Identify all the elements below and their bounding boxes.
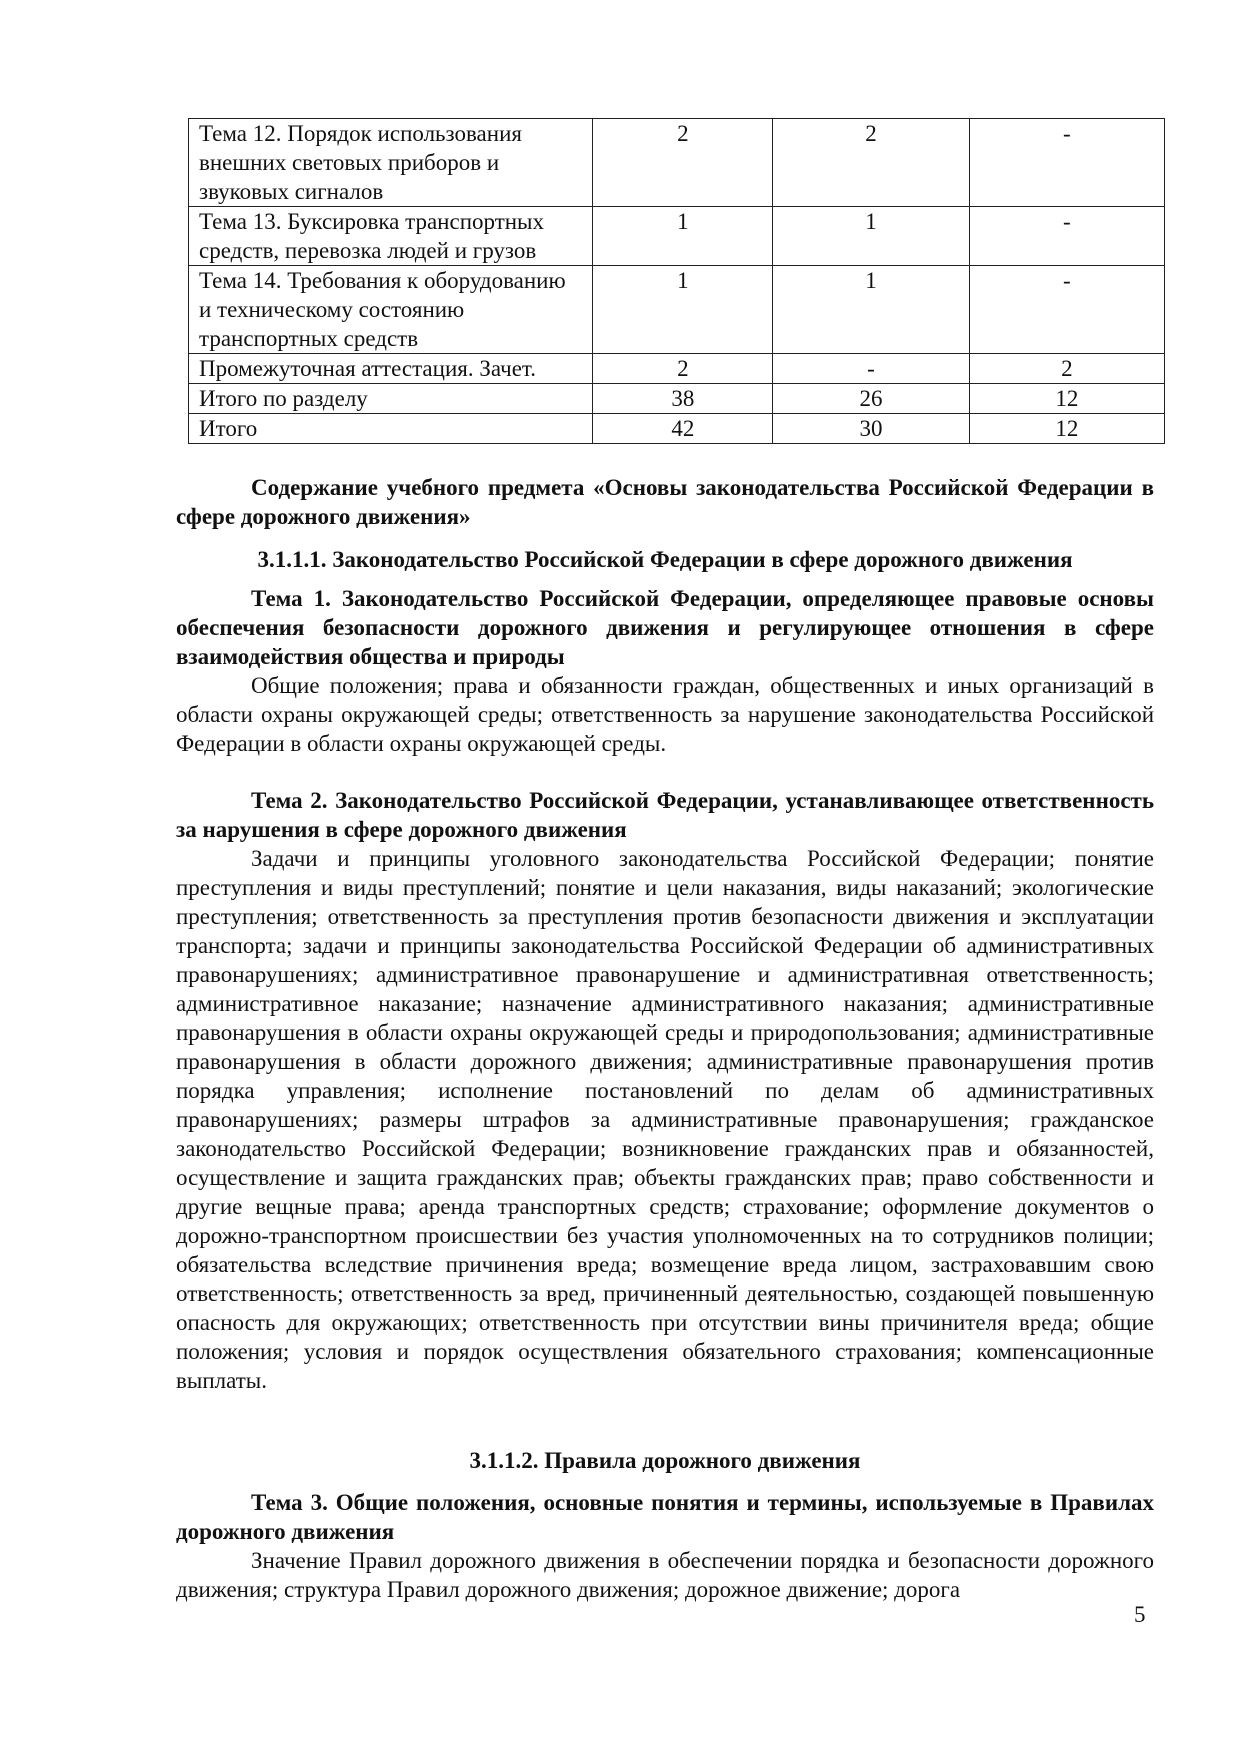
topic-cell: Тема 14. Требования к оборудованию и техническому состоянию транспортных средств — [189, 266, 593, 354]
total-hours-cell: 1 — [593, 266, 773, 354]
practice-hours-cell: - — [969, 119, 1164, 207]
topic1-block — [176, 584, 1154, 758]
topic-cell: Промежуточная аттестация. Зачет. — [189, 354, 593, 384]
topic-cell: Итого — [189, 414, 593, 444]
table-row — [189, 414, 1165, 444]
topic-heading: Тема 2. Законодательство Российской Федерации, устанавливающее ответственность за нарушения в сфере дорожного движения — [176, 788, 1154, 842]
practice-hours-cell: 12 — [969, 384, 1164, 414]
theory-hours-cell: 2 — [773, 119, 969, 207]
topic3-block — [176, 1488, 1154, 1604]
section-heading: 3.1.1.1. Законодательство Российской Федерации в сфере дорожного движения — [257, 547, 1073, 572]
total-hours-cell: 42 — [593, 414, 773, 444]
table-row — [189, 354, 1165, 384]
section1-block — [176, 545, 1154, 574]
topic-cell: Тема 13. Буксировка транспортных средств, перевозка людей и грузов — [189, 207, 593, 266]
practice-hours-cell: - — [969, 207, 1164, 266]
content-title: Содержание учебного предмета «Основы законодательства Российской Федерации в сфере дорожного движения» — [176, 475, 1154, 529]
content-block — [176, 473, 1154, 531]
hours-table — [188, 118, 1165, 444]
topic-body: Задачи и принципы уголовного законодательства Российской Федерации; понятие преступления и виды преступлений; понятие и цели наказания, виды наказаний; экологические преступления; ответственность за преступления против безопасности движения и эксплуатации транспорта; задачи и принципы законодательства Российской Федерации об административных правонарушениях; административное правонарушение и административная ответственность; административное наказание; назначение административного наказания; административные правонарушения в области охраны окружающей среды и природопользования; административные правонарушения в области дорожного движения; административные правонарушения против порядка управления; исполнение постановлений по делам об административных правонарушениях; размеры штрафов за административные правонарушения; гражданское законодательство Российской Федерации; возникновение гражданских прав и обязанностей, осуществление и защита гражданских прав; объекты гражданских прав; право собственности и другие вещные права; аренда транспортных средств; страхование; оформление документов о дорожно-транспортном происшествии без участия уполномоченных на то сотрудников полиции; обязательства вследствие причинения вреда; возмещение вреда лицом, застраховавшим свою ответственность; ответственность за вред, причиненный деятельностью, создающей повышенную опасность для окружающих; ответственность при отсутствии вины причинителя вреда; общие положения; условия и порядок осуществления обязательного страхования; компенсационные выплаты. — [176, 846, 1154, 1393]
topic-body: Значение Правил дорожного движения в обеспечении порядка и безопасности дорожного движения; структура Правил дорожного движения; дорожное движение; дорога — [176, 1548, 1154, 1602]
section-heading: 3.1.1.2. Правила дорожного движения — [469, 1448, 861, 1473]
table-row — [189, 207, 1165, 266]
topic-body: Общие положения; права и обязанности граждан, общественных и иных организаций в области охраны окружающей среды; ответственность за нарушение законодательства Российской Федерации в области охраны окружающей среды. — [176, 673, 1154, 756]
page-number: 5 — [1134, 1602, 1146, 1627]
theory-hours-cell: 1 — [773, 207, 969, 266]
total-hours-cell: 2 — [593, 119, 773, 207]
total-hours-cell: 1 — [593, 207, 773, 266]
practice-hours-cell: 12 — [969, 414, 1164, 444]
topic-cell: Тема 12. Порядок использования внешних световых приборов и звуковых сигналов — [189, 119, 593, 207]
theory-hours-cell: - — [773, 354, 969, 384]
practice-hours-cell: 2 — [969, 354, 1164, 384]
section2-block — [176, 1446, 1154, 1475]
theory-hours-cell: 26 — [773, 384, 969, 414]
total-hours-cell: 2 — [593, 354, 773, 384]
topic-cell: Итого по разделу — [189, 384, 593, 414]
theory-hours-cell: 1 — [773, 266, 969, 354]
table-row — [189, 119, 1165, 207]
topic-heading: Тема 3. Общие положения, основные понятия и термины, используемые в Правилах дорожного движения — [176, 1490, 1154, 1544]
table-row — [189, 384, 1165, 414]
theory-hours-cell: 30 — [773, 414, 969, 444]
practice-hours-cell: - — [969, 266, 1164, 354]
total-hours-cell: 38 — [593, 384, 773, 414]
topic-heading: Тема 1. Законодательство Российской Федерации, определяющее правовые основы обеспечения безопасности дорожного движения и регулирующее отношения в сфере взаимодействия общества и природы — [176, 586, 1154, 669]
table-row — [189, 266, 1165, 354]
topic2-block — [176, 786, 1154, 1395]
